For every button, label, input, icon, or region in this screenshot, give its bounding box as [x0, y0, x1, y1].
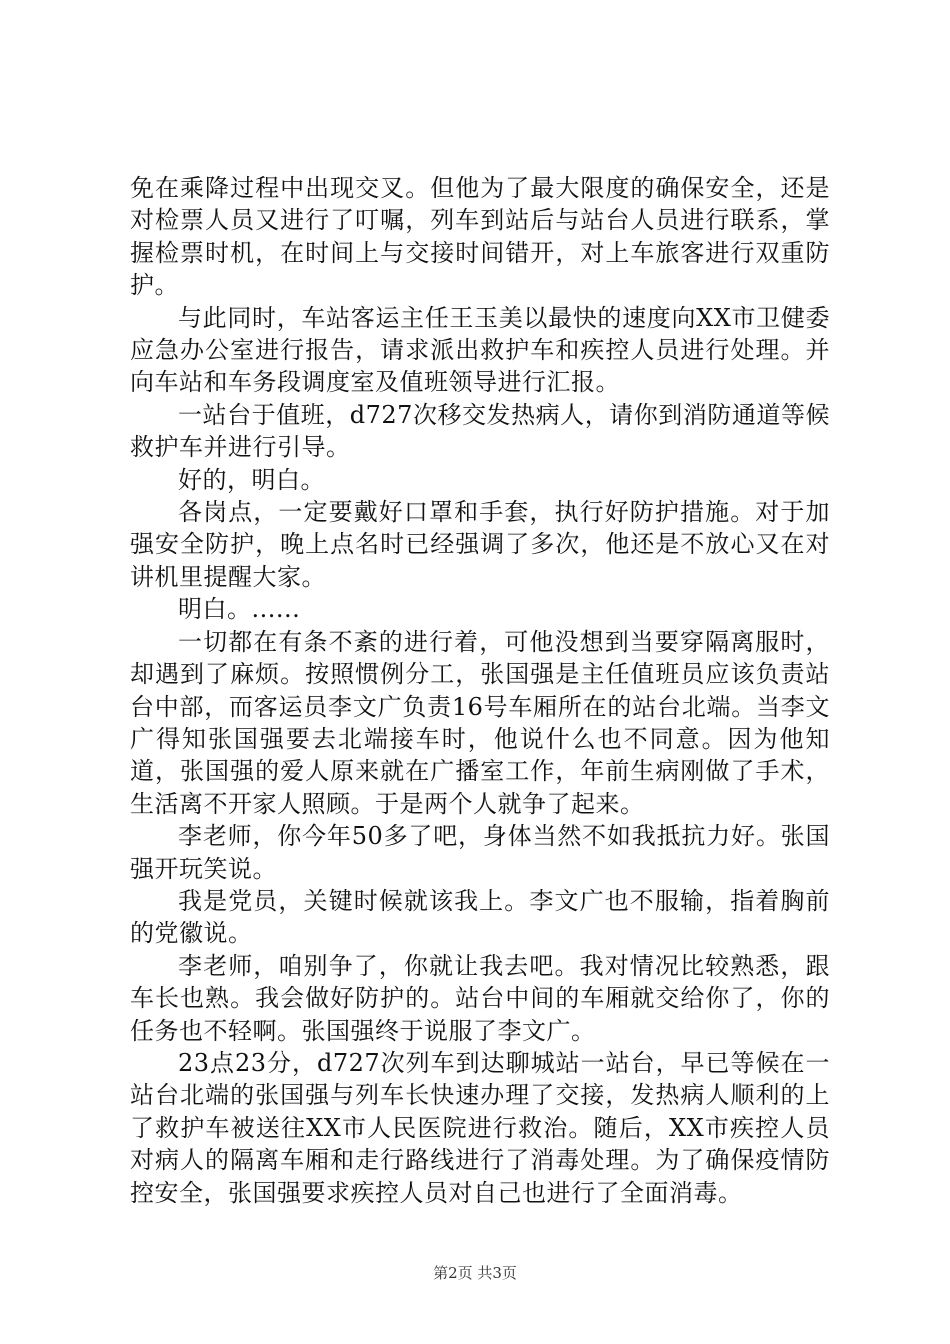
- paragraph: 一切都在有条不紊的进行着，可他没想到当要穿隔离服时，却遇到了麻烦。按照惯例分工，张国强是主任值班员应该负责站台中部，而客运员李文广负责16号车厢所在的站台北端。当李文广得知张国强要去北端接车时，他说什么也不同意。因为他知道，张国强的爱人原来就在广播室工作，年前生病刚做了手术，生活离不开家人照顾。于是两个人就争了起来。: [130, 627, 830, 818]
- paragraph: 与此同时，车站客运主任王玉美以最快的速度向XX市卫健委应急办公室进行报告，请求派出救护车和疾控人员进行处理。并向车站和车务段调度室及值班领导进行汇报。: [130, 303, 830, 397]
- paragraph: 免在乘降过程中出现交叉。但他为了最大限度的确保安全，还是对检票人员又进行了叮嘱，列车到站后与站台人员进行联系，掌握检票时机，在时间上与交接时间错开，对上车旅客进行双重防护。: [130, 174, 830, 300]
- page-number-footer: 第2页 共3页: [433, 1264, 517, 1282]
- paragraph: 一站台于值班，d727次移交发热病人，请你到消防通道等候救护车并进行引导。: [130, 400, 830, 462]
- paragraph: 23点23分，d727次列车到达聊城站一站台，早已等候在一站台北端的张国强与列车长快速办理了交接，发热病人顺利的上了救护车被送往XX市人民医院进行救治。随后，XX市疾控人员对病人的隔离车厢和走行路线进行了消毒处理。为了确保疫情防控安全，张国强要求疾控人员对自己也进行了全面消毒。: [130, 1048, 830, 1207]
- paragraph: 各岗点，一定要戴好口罩和手套，执行好防护措施。对于加强安全防护，晚上点名时已经强调了多次，他还是不放心又在对讲机里提醒大家。: [130, 498, 830, 591]
- paragraph: 我是党员，关键时候就该我上。李文广也不服输，指着胸前的党徽说。: [130, 886, 830, 948]
- document-body: [130, 172, 830, 1209]
- paragraph: 好的，明白。: [178, 465, 325, 494]
- paragraph: 李老师，咱别争了，你就让我去吧。我对情况比较熟悉，跟车长也熟。我会做好防护的。站台中间的车厢就交给你了，你的任务也不轻啊。张国强终于说服了李文广。: [130, 951, 830, 1045]
- paragraph: 李老师，你今年50多了吧，身体当然不如我抵抗力好。张国强开玩笑说。: [130, 822, 830, 883]
- paragraph: 明白。......: [178, 595, 301, 624]
